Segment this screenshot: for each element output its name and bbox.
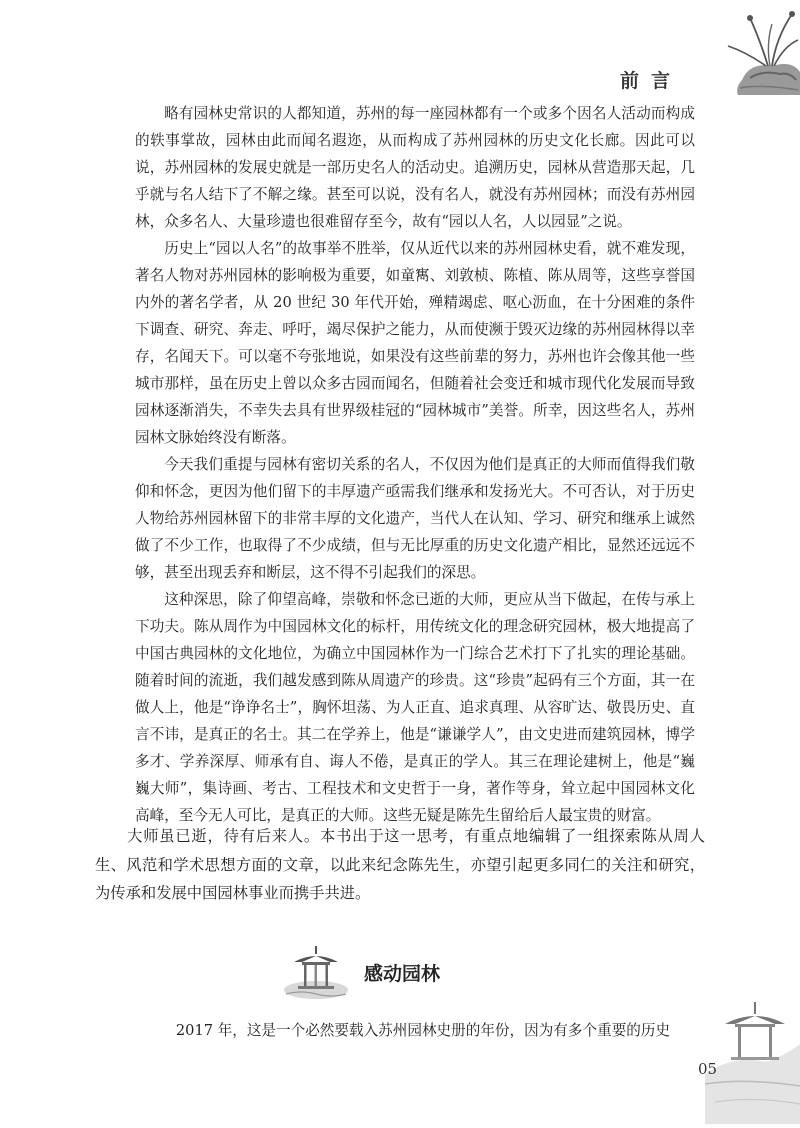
preface-body [135, 100, 695, 829]
closing-block [95, 822, 705, 908]
pavilion-landscape-icon [705, 984, 800, 1124]
section-first-line: 2017 年，这是一个必然要载入苏州园林史册的年份，因为有多个重要的历史 [175, 1022, 671, 1039]
ink-plant-rock-icon [680, 0, 800, 95]
section-title: 感动园林 [364, 963, 441, 985]
section-heading [282, 942, 522, 1002]
body-paragraph-2: 历史上“园以人名”的故事举不胜举，仅从近代以来的苏州园林史看，就不难发现，著名人物对苏州园林的影响极为重要，如童寯、刘敦桢、陈植、陈从周等，这些享誉国内外的著名学者，从 20 世纪 30 年代开始，殚精竭虑、呕心沥血，在十分困难的条件下调查、研究、奔走、呼吁，竭尽保护之能力，从而使濒于毁灭边缘的苏州园林得以幸存，名闻天下。可以毫不夸张地说，如果没有这些前辈的努力，苏州也许会像其他一些城市那样，虽在历史上曾以众多古园而闻名，但随着社会变迁和城市现代化发展而导致园林逐渐消失，不幸失去具有世界级桂冠的“园林城市”美誉。所幸，因这些名人，苏州园林文脉始终没有断落。 [135, 240, 695, 446]
body-paragraph-1: 略有园林史常识的人都知道，苏州的每一座园林都有一个或多个因名人活动而构成的轶事掌故，园林由此而闻名遐迩，从而构成了苏州园林的历史文化长廊。因此可以说，苏州园林的发展史就是一部历史名人的活动史。追溯历史，园林从营造那天起，几乎就与名人结下了不解之缘。甚至可以说，没有名人，就没有苏州园林；而没有苏州园林，众多名人、大量珍遗也很难留存至今，故有“园以人名，人以园显”之说。 [135, 105, 695, 230]
running-head: 前言 [620, 70, 683, 92]
body-paragraph-3: 今天我们重提与园林有密切关系的名人，不仅因为他们是真正的大师而值得我们敬仰和怀念，更因为他们留下的丰厚遗产亟需我们继承和发扬光大。不可否认，对于历史人物给苏州园林留下的非常丰厚的文化遗产，当代人在认知、学习、研究和继承上诚然做了不少工作，也取得了不少成绩，但与无比厚重的历史文化遗产相比，显然还远远不够，甚至出现丢弃和断层，这不得不引起我们的深思。 [135, 456, 695, 581]
page-number: 05 [698, 1060, 718, 1078]
pavilion-icon [282, 942, 350, 1002]
closing-paragraph: 大师虽已逝，待有后来人。本书出于这一思考，有重点地编辑了一组探索陈从周人生、风范和学术思想方面的文章，以此来纪念陈先生，亦望引起更多同仁的关注和研究，为传承和发展中国园林事业而携手共进。 [95, 827, 705, 902]
body-paragraph-4: 这种深思，除了仰望高峰，崇敬和怀念已逝的大师，更应从当下做起，在传与承上下功夫。陈从周作为中国园林文化的标杆，用传统文化的理念研究园林，极大地提高了中国古典园林的文化地位，为确立中国园林作为一门综合艺术打下了扎实的理论基础。随着时间的流逝，我们越发感到陈从周遗产的珍贵。这“珍贵”起码有三个方面，其一在做人上，他是“诤诤名士”，胸怀坦荡、为人正直、追求真理、从容旷达、敬畏历史、直言不讳，是真正的名士。其二在学养上，他是“谦谦学人”，由文史进而建筑园林，博学多才、学养深厚、师承有自、诲人不倦，是真正的学人。其三在理论建树上，他是“巍巍大师”，集诗画、考古、工程技术和文史哲于一身，著作等身，耸立起中国园林文化高峰，至今无人可比，是真正的大师。这些无疑是陈先生留给后人最宝贵的财富。 [135, 591, 695, 824]
